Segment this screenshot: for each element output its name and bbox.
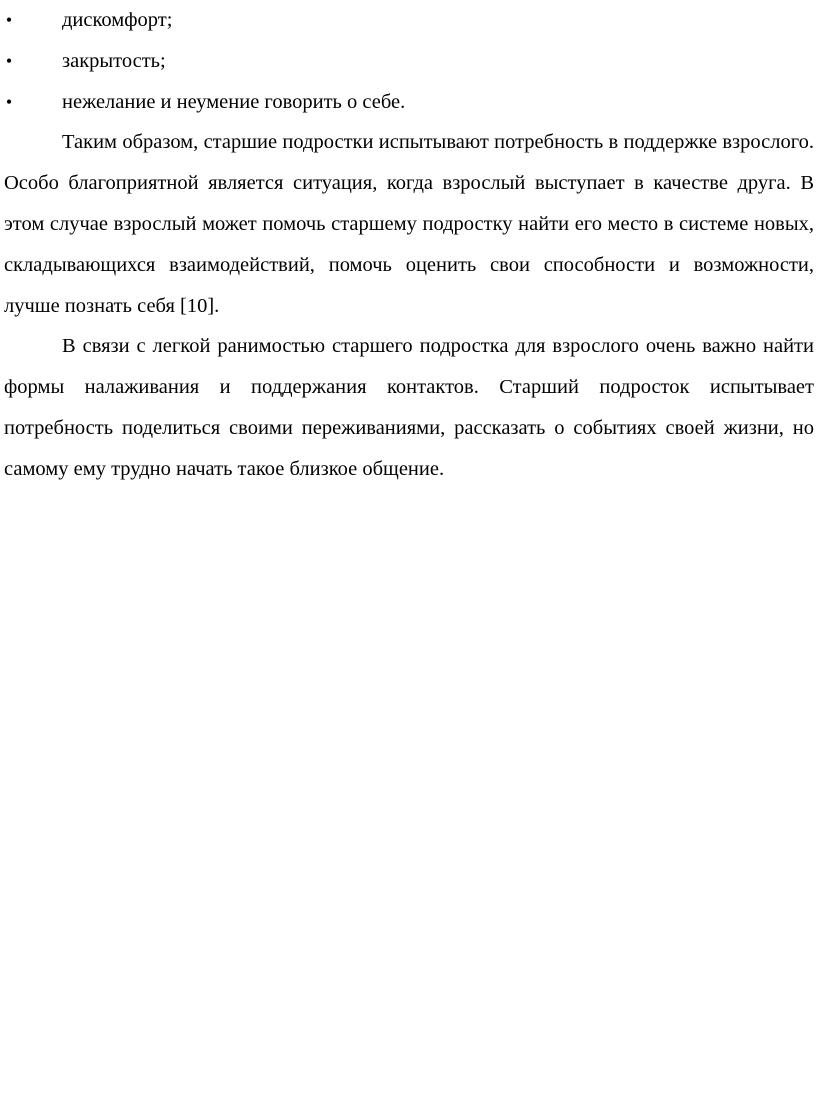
paragraph-adult-support: Таким образом, старшие подростки испытывают потребность в поддержке взрослого. Особо благоприятной является ситуация, когда взрослый выступает в качестве друга. В этом случае взрослый может помочь старшему подростку найти его место в системе новых, складывающихся взаимодействий, помочь оценить свои способности и возможности, лучше познать себя [10].	[4, 131, 814, 317]
list-item-text: закрытость;	[62, 49, 166, 72]
list-item	[4, 41, 814, 82]
list-item	[4, 82, 814, 123]
bullet-icon: •	[5, 50, 13, 71]
list-item-text: нежелание и неумение говорить о себе.	[62, 90, 406, 113]
bullet-icon: •	[5, 10, 13, 30]
list-item	[4, 0, 814, 41]
document-body	[4, 0, 814, 490]
bullet-list	[4, 0, 814, 122]
paragraph-contact-forms: В связи с легкой ранимостью старшего подростка для взрослого очень важно найти формы налаживания и поддержания контактов. Старший подросток испытывает потребность поделиться своими переживаниями, рассказать о событиях своей жизни, но самому ему трудно начать такое близкое общение.	[4, 335, 814, 480]
bullet-icon: •	[5, 91, 13, 112]
list-item-text: дискомфорт;	[62, 9, 173, 31]
